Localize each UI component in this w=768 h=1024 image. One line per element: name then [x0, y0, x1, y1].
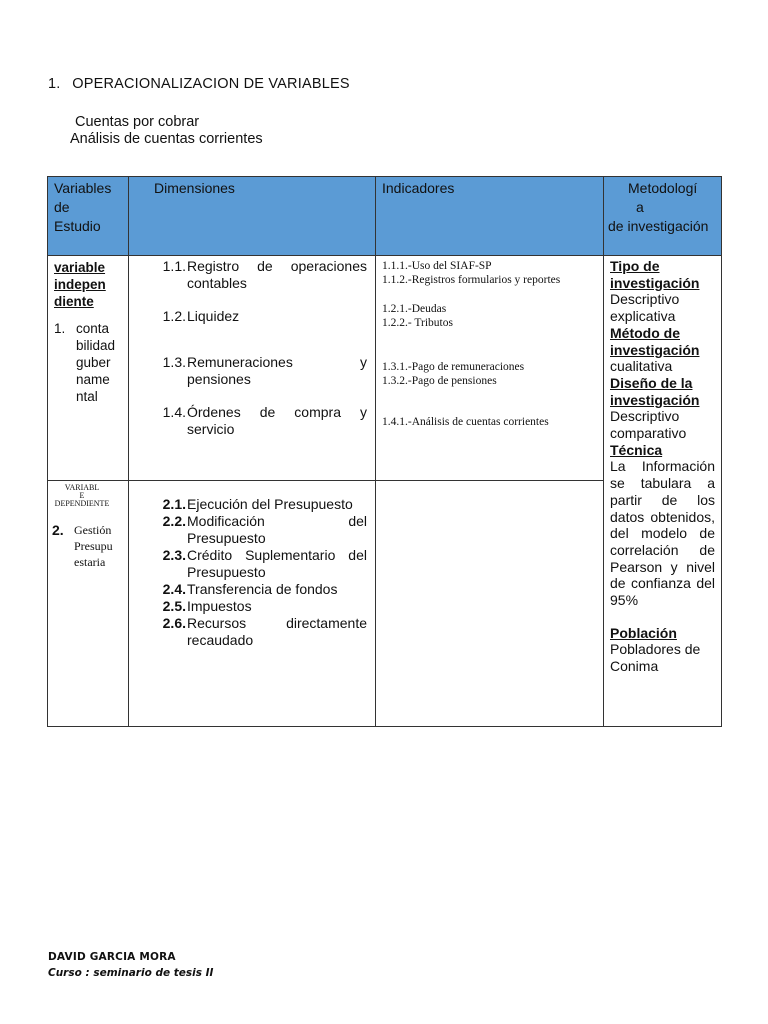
methodology-technique-heading: Técnica: [610, 441, 663, 458]
methodology-design-heading: Diseño de la investigación: [610, 374, 700, 408]
dimension-number: 1.2.: [162, 308, 186, 324]
header-variables-line: Variables: [54, 180, 112, 196]
dependent-label-line: E: [79, 491, 85, 500]
dimension-text: Liquidez: [187, 308, 240, 324]
indicator-group: [382, 360, 599, 388]
indicator: 1.1.2.-Registros formularios y reportes: [382, 274, 561, 286]
header-methodology-line: Metodologí: [628, 180, 698, 196]
methodology-design-value: Descriptivo comparativo: [610, 408, 687, 442]
dependent-label: [52, 484, 112, 508]
independent-name-line: guber: [76, 355, 111, 370]
dimension-item: [129, 598, 367, 615]
methodology-population-heading: Población: [610, 624, 677, 641]
footer-course: Curso : seminario de tesis II: [48, 967, 214, 979]
indicator: 1.3.1.-Pago de remuneraciones: [382, 361, 525, 373]
heading-text: OPERACIONALIZACION DE VARIABLES: [72, 76, 350, 92]
header-variables: [48, 177, 129, 256]
indicator: 1.2.1.-Deudas: [382, 303, 447, 315]
subtitle-accounts-receivable: Cuentas por cobrar: [75, 114, 200, 130]
indicator-group: [382, 259, 599, 287]
dimension-number: 2.3.: [162, 547, 186, 563]
header-methodology: [604, 177, 722, 256]
independent-name-line: ntal: [76, 389, 98, 404]
methodology-method-heading: Método de investigación: [610, 324, 700, 358]
dimension-item: [129, 547, 367, 581]
methodology-technique-value: La Información se tabulara a partir de los datos obtenidos, del modelo de correlación de Pearson y nivel de confianza del 95%: [610, 458, 715, 609]
dimension-item: [129, 615, 367, 649]
header-indicators: Indicadores: [376, 177, 604, 256]
dimension-text: Remuneraciones y pensiones: [187, 354, 367, 387]
dimension-item: [129, 496, 367, 513]
independent-name: [76, 320, 115, 405]
dimensions-cell-2: [129, 481, 376, 727]
dimension-text: Recursos directamente recaudado: [187, 615, 367, 648]
indicator: 1.1.1.-Uso del SIAF-SP: [382, 260, 492, 272]
dimensions-cell-1: [129, 256, 376, 481]
methodology-cell: [604, 256, 722, 727]
dimension-item: [129, 513, 367, 547]
dependent-number: 2.: [52, 522, 64, 538]
dimension-number: 2.4.: [162, 581, 186, 597]
dimension-text: Crédito Suplementario del Presupuesto: [187, 547, 367, 580]
dependent-label-line: DEPENDIENTE: [54, 499, 110, 508]
dimension-text: Ejecución del Presupuesto: [187, 496, 353, 512]
dimension-number: 1.4.: [162, 404, 186, 420]
header-methodology-line: a: [636, 199, 644, 215]
independent-variable-item: [54, 320, 124, 405]
dependent-label-line: VARIABL: [64, 483, 100, 492]
dependent-variable-item: [52, 522, 128, 570]
dimension-number: 2.6.: [162, 615, 186, 631]
dimension-text: Órdenes de compra y servicio: [187, 404, 367, 437]
document-heading: [48, 76, 350, 92]
dependent-name-line: Presupu: [74, 539, 113, 553]
dimension-text: Transferencia de fondos: [187, 581, 338, 597]
dimension-item: [129, 404, 367, 438]
methodology-type-heading: Tipo de investigación: [610, 258, 700, 291]
dimension-text: Modificación del Presupuesto: [187, 513, 367, 546]
spacer: [610, 609, 715, 625]
heading-number: 1.: [48, 76, 61, 92]
independent-label: variable: [54, 260, 106, 275]
subtitle-current-accounts: Análisis de cuentas corrientes: [70, 131, 263, 147]
dimension-item: [129, 581, 367, 598]
methodology-population-value: Pobladores de Conima: [610, 641, 701, 675]
independent-label: indepen: [54, 277, 106, 292]
indicators-cell-2: [376, 481, 604, 727]
dependent-name: [74, 522, 113, 570]
dimension-number: 2.5.: [162, 598, 186, 614]
independent-name-line: conta: [76, 321, 110, 336]
independent-name-line: bilidad: [76, 338, 116, 353]
footer-author: DAVID GARCIA MORA: [48, 951, 176, 963]
independent-name-line: name: [76, 372, 110, 387]
methodology-method-value: cualitativa: [610, 358, 673, 375]
dimension-item: [129, 308, 367, 325]
header-dimensions: Dimensiones: [129, 177, 376, 256]
header-variables-line: Estudio: [54, 218, 101, 234]
dependent-name-line: estaria: [74, 555, 106, 569]
indicator-group: [382, 302, 599, 330]
methodology-type-value: Descriptivo explicativa: [610, 291, 680, 325]
dimension-item: [129, 354, 367, 388]
header-variables-line: de: [54, 199, 70, 215]
dimension-text: Impuestos: [187, 598, 252, 614]
dimension-number: 2.2.: [162, 513, 186, 529]
dimension-number: 1.1.: [162, 258, 186, 274]
dimension-number: 1.3.: [162, 354, 186, 370]
table-header-row: [48, 177, 722, 256]
indicator: 1.4.1.-Análisis de cuentas corrientes: [382, 416, 549, 428]
header-methodology-line: de: [608, 218, 624, 234]
indicator-group: [382, 415, 599, 429]
header-methodology-line: investigación: [627, 218, 709, 234]
independent-variable-cell: [48, 256, 129, 481]
operationalization-table: [47, 176, 722, 727]
independent-label: diente: [54, 294, 94, 309]
dependent-variable-cell: [48, 481, 129, 727]
table-row-independent: [48, 256, 722, 481]
dimension-number: 2.1.: [162, 496, 186, 512]
dependent-name-line: Gestión: [74, 523, 112, 537]
independent-number: 1.: [54, 321, 66, 336]
dimension-text: Registro de operaciones contables: [187, 258, 367, 291]
footer: [48, 949, 213, 981]
indicators-cell-1: [376, 256, 604, 481]
dimension-item: [129, 258, 367, 292]
indicator: 1.3.2.-Pago de pensiones: [382, 375, 497, 387]
indicator: 1.2.2.- Tributos: [382, 317, 453, 329]
